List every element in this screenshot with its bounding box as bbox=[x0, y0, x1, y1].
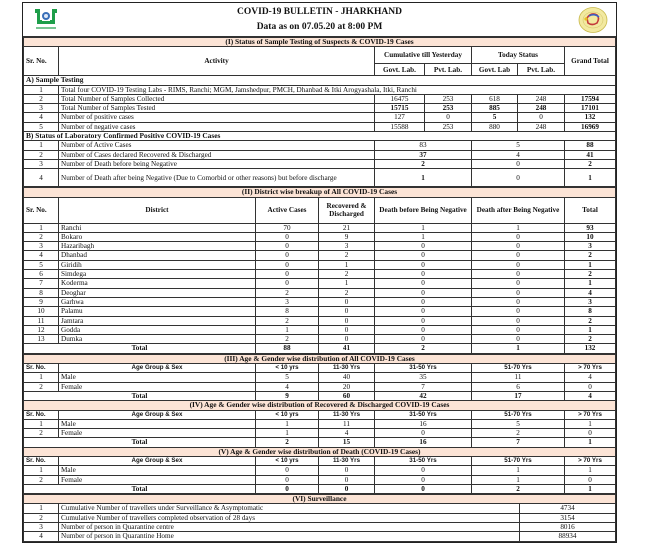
cell-death-before: 0 bbox=[375, 297, 472, 306]
cell-recovered: 1 bbox=[319, 279, 375, 288]
part-b-title: B) Status of Laboratory Confirmed Positive COVID-19 Cases bbox=[24, 132, 616, 141]
cell-sr: 1 bbox=[24, 504, 59, 513]
cell-a5: 0 bbox=[565, 429, 616, 438]
cell-a3: 16 bbox=[375, 419, 472, 428]
table-row: 4 Number of positive cases 127 0 5 0 132 bbox=[24, 113, 616, 122]
cell-recovered: 0 bbox=[319, 307, 375, 316]
cell-a1: 1 bbox=[256, 419, 319, 428]
surveillance-row bbox=[24, 504, 616, 513]
cell-total: 4 bbox=[565, 288, 616, 297]
cell-death-after: 0 bbox=[472, 335, 565, 344]
cell-active: 0 bbox=[256, 260, 319, 269]
col-a3: 31-50 Yrs bbox=[375, 456, 472, 465]
cell-recovered: 0 bbox=[319, 316, 375, 325]
cell-death-before: 1 bbox=[375, 223, 472, 232]
total-a2: 15 bbox=[319, 438, 375, 447]
cell-a4: 5 bbox=[472, 419, 565, 428]
surveillance-row bbox=[24, 513, 616, 522]
cell-recovered: 1 bbox=[319, 260, 375, 269]
cell-district: Giridih bbox=[59, 260, 256, 269]
col-a4: 51-70 Yrs bbox=[472, 410, 565, 419]
age-header-row bbox=[24, 410, 616, 419]
cell-death-after: 0 bbox=[472, 260, 565, 269]
cell-a2: 0 bbox=[319, 475, 375, 484]
cell-active: 3 bbox=[256, 297, 319, 306]
total-a4: 2 bbox=[472, 484, 565, 493]
cell-district: Dhanbad bbox=[59, 251, 256, 260]
cell-a3: 0 bbox=[375, 429, 472, 438]
cell-active: 2 bbox=[256, 335, 319, 344]
total-a2: 60 bbox=[319, 391, 375, 400]
cell-label: Cumulative Number of travellers completed observation of 28 days bbox=[59, 513, 520, 522]
cell-active: 0 bbox=[256, 279, 319, 288]
cell-a5: 0 bbox=[565, 475, 616, 484]
cell-death-before: 1 bbox=[375, 232, 472, 241]
cell-sr: 2 bbox=[24, 232, 59, 241]
total-a1: 9 bbox=[256, 391, 319, 400]
total-a4: 7 bbox=[472, 438, 565, 447]
section-4-title: (IV) Age & Gender wise distribution of Recovered & Discharged COVID-19 Cases bbox=[24, 401, 616, 410]
cell-group: Male bbox=[59, 419, 256, 428]
cell-recovered: 0 bbox=[319, 325, 375, 334]
cell-active: 0 bbox=[256, 242, 319, 251]
total-a4: 17 bbox=[472, 391, 565, 400]
cell-death-before: 0 bbox=[375, 251, 472, 260]
cell-sr: 12 bbox=[24, 325, 59, 334]
cell-death-after: 0 bbox=[472, 307, 565, 316]
age-row bbox=[24, 419, 616, 428]
cell-group: Female bbox=[59, 429, 256, 438]
cell-recovered: 0 bbox=[319, 297, 375, 306]
col-sr-no: Sr. No. bbox=[24, 410, 59, 419]
cell-sr: 1 bbox=[24, 466, 59, 475]
district-row bbox=[24, 242, 616, 251]
col-sr-no: Sr. No. bbox=[24, 364, 59, 373]
col-active-cases: Active Cases bbox=[256, 197, 319, 223]
cell-a2: 40 bbox=[319, 373, 375, 382]
cell-sr: 6 bbox=[24, 270, 59, 279]
col-sr-no: Sr. No. bbox=[24, 197, 59, 223]
district-row bbox=[24, 232, 616, 241]
col-recovered: Recovered & Discharged bbox=[319, 197, 375, 223]
col-a5: > 70 Yrs bbox=[565, 456, 616, 465]
cell-death-before: 0 bbox=[375, 307, 472, 316]
cell-a3: 0 bbox=[375, 466, 472, 475]
col-a3: 31-50 Yrs bbox=[375, 364, 472, 373]
cell-group: Female bbox=[59, 382, 256, 391]
col-a3: 31-50 Yrs bbox=[375, 410, 472, 419]
col-activity: Activity bbox=[59, 47, 375, 76]
cell-recovered: 21 bbox=[319, 223, 375, 232]
part-a-title: A) Sample Testing bbox=[24, 76, 616, 85]
table-row: 3 Number of Death before being Negative 2 0 2 bbox=[24, 159, 616, 168]
cell-death-before: 0 bbox=[375, 242, 472, 251]
district-total-row: Total 88 41 2 1 132 bbox=[24, 344, 616, 353]
total-a5: 1 bbox=[565, 484, 616, 493]
table-row: 5 Number of negative cases 15588 253 880 248 16969 bbox=[24, 122, 616, 131]
total-label: Total bbox=[24, 438, 256, 447]
cell-sr: 10 bbox=[24, 307, 59, 316]
col-a2: 11-30 Yrs bbox=[319, 456, 375, 465]
table-row: 1 Total four COVID-19 Testing Labs - RIMS, Ranchi; MGM, Jamshedpur, PMCH, Dhanbad & Itki Arogyashala, Itki, Ranchi bbox=[24, 85, 616, 94]
col-sr-no: Sr. No. bbox=[24, 456, 59, 465]
cell-total: 93 bbox=[565, 223, 616, 232]
cell-a4: 1 bbox=[472, 475, 565, 484]
cell-sr: 1 bbox=[24, 373, 59, 382]
table-row: 2 Number of Cases declared Recovered & Discharged 37 4 41 bbox=[24, 150, 616, 159]
cell-death-before: 0 bbox=[375, 279, 472, 288]
cell-sr: 1 bbox=[24, 419, 59, 428]
section-5-title: (V) Age & Gender wise distribution of Death (COVID-19 Cases) bbox=[24, 447, 616, 456]
cell-death-after: 0 bbox=[472, 251, 565, 260]
total-a3: 0 bbox=[375, 484, 472, 493]
age-total-row bbox=[24, 438, 616, 447]
section-1-title: (I) Status of Sample Testing of Suspects & COVID-19 Cases bbox=[24, 38, 616, 47]
total-label: Total bbox=[24, 391, 256, 400]
cell-sr: 5 bbox=[24, 260, 59, 269]
col-cum-pvt-lab: Pvt. Lab. bbox=[425, 64, 472, 76]
section-2-title: (II) District wise breakup of All COVID-19 Cases bbox=[24, 188, 616, 197]
col-death-after: Death after Being Negative bbox=[472, 197, 565, 223]
cell-a5: 1 bbox=[565, 419, 616, 428]
cell-sr: 2 bbox=[24, 513, 59, 522]
col-a4: 51-70 Yrs bbox=[472, 364, 565, 373]
col-today-govt-lab: Govt. Lab bbox=[472, 64, 518, 76]
cell-active: 2 bbox=[256, 288, 319, 297]
table-row: 3 Total Number of Samples Tested 15715 253 885 248 17101 bbox=[24, 104, 616, 113]
cell-death-before: 0 bbox=[375, 325, 472, 334]
cell-district: Hazaribagh bbox=[59, 242, 256, 251]
age-row bbox=[24, 429, 616, 438]
cell-group: Female bbox=[59, 475, 256, 484]
cell-active: 70 bbox=[256, 223, 319, 232]
cell-label: Cumulative Number of travellers under Surveillance & Asymptomatic bbox=[59, 504, 520, 513]
cell-total: 1 bbox=[565, 325, 616, 334]
col-cum-govt-lab: Govt. Lab. bbox=[375, 64, 425, 76]
cell-sr: 2 bbox=[24, 382, 59, 391]
col-sr-no: Sr. No. bbox=[24, 47, 59, 76]
cell-recovered: 2 bbox=[319, 270, 375, 279]
col-a2: 11-30 Yrs bbox=[319, 410, 375, 419]
cell-active: 8 bbox=[256, 307, 319, 316]
age-total-row bbox=[24, 391, 616, 400]
cell-death-after: 0 bbox=[472, 297, 565, 306]
cell-death-after: 0 bbox=[472, 270, 565, 279]
district-row bbox=[24, 288, 616, 297]
district-row bbox=[24, 335, 616, 344]
bulletin-title: COVID-19 BULLETIN - JHARKHAND bbox=[237, 7, 402, 17]
cell-total: 3 bbox=[565, 297, 616, 306]
district-row bbox=[24, 307, 616, 316]
age-header-row bbox=[24, 364, 616, 373]
district-row bbox=[24, 251, 616, 260]
cell-sr: 11 bbox=[24, 316, 59, 325]
cell-death-after: 1 bbox=[472, 223, 565, 232]
cell-active: 0 bbox=[256, 232, 319, 241]
cell-a3: 35 bbox=[375, 373, 472, 382]
bulletin-header bbox=[23, 3, 616, 37]
col-a1: < 10 yrs bbox=[256, 364, 319, 373]
district-row bbox=[24, 279, 616, 288]
district-row bbox=[24, 223, 616, 232]
cell-a1: 5 bbox=[256, 373, 319, 382]
cell-total: 2 bbox=[565, 270, 616, 279]
cell-district: Palamu bbox=[59, 307, 256, 316]
cell-a3: 0 bbox=[375, 475, 472, 484]
district-row bbox=[24, 316, 616, 325]
cell-death-after: 0 bbox=[472, 288, 565, 297]
cell-a1: 4 bbox=[256, 382, 319, 391]
cell-group: Male bbox=[59, 373, 256, 382]
cell-district: Koderma bbox=[59, 279, 256, 288]
cell-label: Number of person in Quarantine Home bbox=[59, 532, 520, 541]
cell-total: 8 bbox=[565, 307, 616, 316]
cell-a5: 0 bbox=[565, 382, 616, 391]
cell-a1: 1 bbox=[256, 429, 319, 438]
cell-total: 3 bbox=[565, 242, 616, 251]
cell-recovered: 9 bbox=[319, 232, 375, 241]
table-row: 1 Number of Active Cases 83 5 88 bbox=[24, 141, 616, 150]
cell-a2: 4 bbox=[319, 429, 375, 438]
cell-death-after: 0 bbox=[472, 242, 565, 251]
cell-label: Number of person in Quarantine centre bbox=[59, 523, 520, 532]
cell-group: Male bbox=[59, 466, 256, 475]
cell-a2: 0 bbox=[319, 466, 375, 475]
col-group: Age Group & Sex bbox=[59, 410, 256, 419]
district-row bbox=[24, 260, 616, 269]
cell-sr: 4 bbox=[24, 532, 59, 541]
col-a2: 11-30 Yrs bbox=[319, 364, 375, 373]
cell-total: 2 bbox=[565, 316, 616, 325]
cell-total: 2 bbox=[565, 251, 616, 260]
cell-a4: 1 bbox=[472, 466, 565, 475]
col-group: Age Group & Sex bbox=[59, 364, 256, 373]
total-label: Total bbox=[24, 484, 256, 493]
cell-sr: 3 bbox=[24, 523, 59, 532]
total-a2: 0 bbox=[319, 484, 375, 493]
age-gender-tables bbox=[23, 354, 616, 494]
cell-total: 10 bbox=[565, 232, 616, 241]
col-cumulative: Cumulative till Yesterday bbox=[375, 47, 472, 64]
age-header-row bbox=[24, 456, 616, 465]
cell-district: Dumka bbox=[59, 335, 256, 344]
cell-a5: 4 bbox=[565, 373, 616, 382]
col-total: Total bbox=[565, 197, 616, 223]
cell-value: 4734 bbox=[520, 504, 616, 513]
cell-district: Godda bbox=[59, 325, 256, 334]
col-a5: > 70 Yrs bbox=[565, 364, 616, 373]
total-a3: 42 bbox=[375, 391, 472, 400]
cell-value: 88934 bbox=[520, 532, 616, 541]
cell-death-before: 0 bbox=[375, 270, 472, 279]
cell-district: Deoghar bbox=[59, 288, 256, 297]
cell-active: 0 bbox=[256, 270, 319, 279]
cell-recovered: 3 bbox=[319, 242, 375, 251]
cell-death-before: 0 bbox=[375, 335, 472, 344]
col-today-status: Today Status bbox=[472, 47, 565, 64]
cell-recovered: 0 bbox=[319, 335, 375, 344]
cell-sr: 3 bbox=[24, 242, 59, 251]
cell-sr: 7 bbox=[24, 279, 59, 288]
cell-sr: 9 bbox=[24, 297, 59, 306]
cell-total: 1 bbox=[565, 279, 616, 288]
cell-a1: 0 bbox=[256, 475, 319, 484]
cell-a5: 1 bbox=[565, 466, 616, 475]
age-total-row bbox=[24, 484, 616, 493]
cell-sr: 13 bbox=[24, 335, 59, 344]
district-breakup-table bbox=[23, 187, 616, 353]
cell-value: 3154 bbox=[520, 513, 616, 522]
total-a5: 1 bbox=[565, 438, 616, 447]
col-grand-total: Grand Total bbox=[565, 47, 616, 76]
health-dept-emblem-icon bbox=[578, 6, 608, 34]
cell-recovered: 2 bbox=[319, 288, 375, 297]
cell-a4: 6 bbox=[472, 382, 565, 391]
cell-a2: 11 bbox=[319, 419, 375, 428]
surveillance-row bbox=[24, 523, 616, 532]
cell-death-after: 0 bbox=[472, 316, 565, 325]
total-a3: 16 bbox=[375, 438, 472, 447]
table-row: 2 Total Number of Samples Collected 16475 253 618 248 17594 bbox=[24, 94, 616, 103]
cell-value: 8016 bbox=[520, 523, 616, 532]
cell-death-before: 0 bbox=[375, 260, 472, 269]
cell-a3: 7 bbox=[375, 382, 472, 391]
surveillance-table bbox=[23, 494, 616, 541]
col-death-before: Death before Being Negative bbox=[375, 197, 472, 223]
table-row: 4 Number of Death after being Negative (Due to Comorbid or other reasons) but before discharge 1 0 1 bbox=[24, 169, 616, 187]
cell-sr: 2 bbox=[24, 429, 59, 438]
cell-sr: 1 bbox=[24, 223, 59, 232]
cell-a4: 11 bbox=[472, 373, 565, 382]
cell-active: 0 bbox=[256, 251, 319, 260]
cell-death-after: 0 bbox=[472, 279, 565, 288]
age-row bbox=[24, 373, 616, 382]
cell-active: 2 bbox=[256, 316, 319, 325]
age-row bbox=[24, 475, 616, 484]
col-group: Age Group & Sex bbox=[59, 456, 256, 465]
col-today-pvt-lab: Pvt. Lab. bbox=[518, 64, 565, 76]
cell-active: 1 bbox=[256, 325, 319, 334]
col-district: District bbox=[59, 197, 256, 223]
age-row bbox=[24, 466, 616, 475]
district-row bbox=[24, 325, 616, 334]
total-a1: 2 bbox=[256, 438, 319, 447]
cell-district: Bokaro bbox=[59, 232, 256, 241]
bulletin-sheet bbox=[22, 2, 617, 543]
cell-sr: 2 bbox=[24, 475, 59, 484]
sample-testing-table bbox=[23, 37, 616, 187]
cell-district: Ranchi bbox=[59, 223, 256, 232]
age-row bbox=[24, 382, 616, 391]
col-a5: > 70 Yrs bbox=[565, 410, 616, 419]
cell-death-after: 0 bbox=[472, 232, 565, 241]
total-a1: 0 bbox=[256, 484, 319, 493]
district-row bbox=[24, 297, 616, 306]
cell-district: Jamtara bbox=[59, 316, 256, 325]
col-a1: < 10 yrs bbox=[256, 410, 319, 419]
district-row bbox=[24, 270, 616, 279]
cell-a4: 2 bbox=[472, 429, 565, 438]
cell-district: Simdega bbox=[59, 270, 256, 279]
col-a4: 51-70 Yrs bbox=[472, 456, 565, 465]
cell-sr: 8 bbox=[24, 288, 59, 297]
cell-a1: 0 bbox=[256, 466, 319, 475]
cell-total: 1 bbox=[565, 260, 616, 269]
total-a5: 4 bbox=[565, 391, 616, 400]
col-a1: < 10 yrs bbox=[256, 456, 319, 465]
cell-death-before: 0 bbox=[375, 288, 472, 297]
cell-a2: 20 bbox=[319, 382, 375, 391]
section-3-title: (III) Age & Gender wise distribution of All COVID-19 Cases bbox=[24, 354, 616, 363]
cell-total: 2 bbox=[565, 335, 616, 344]
cell-death-before: 0 bbox=[375, 316, 472, 325]
cell-sr: 4 bbox=[24, 251, 59, 260]
bulletin-date: Data as on 07.05.20 at 8:00 PM bbox=[256, 22, 383, 32]
cell-recovered: 2 bbox=[319, 251, 375, 260]
cell-death-after: 0 bbox=[472, 325, 565, 334]
cell-district: Garhwa bbox=[59, 297, 256, 306]
section-6-title: (VI) Surveillance bbox=[24, 495, 616, 504]
